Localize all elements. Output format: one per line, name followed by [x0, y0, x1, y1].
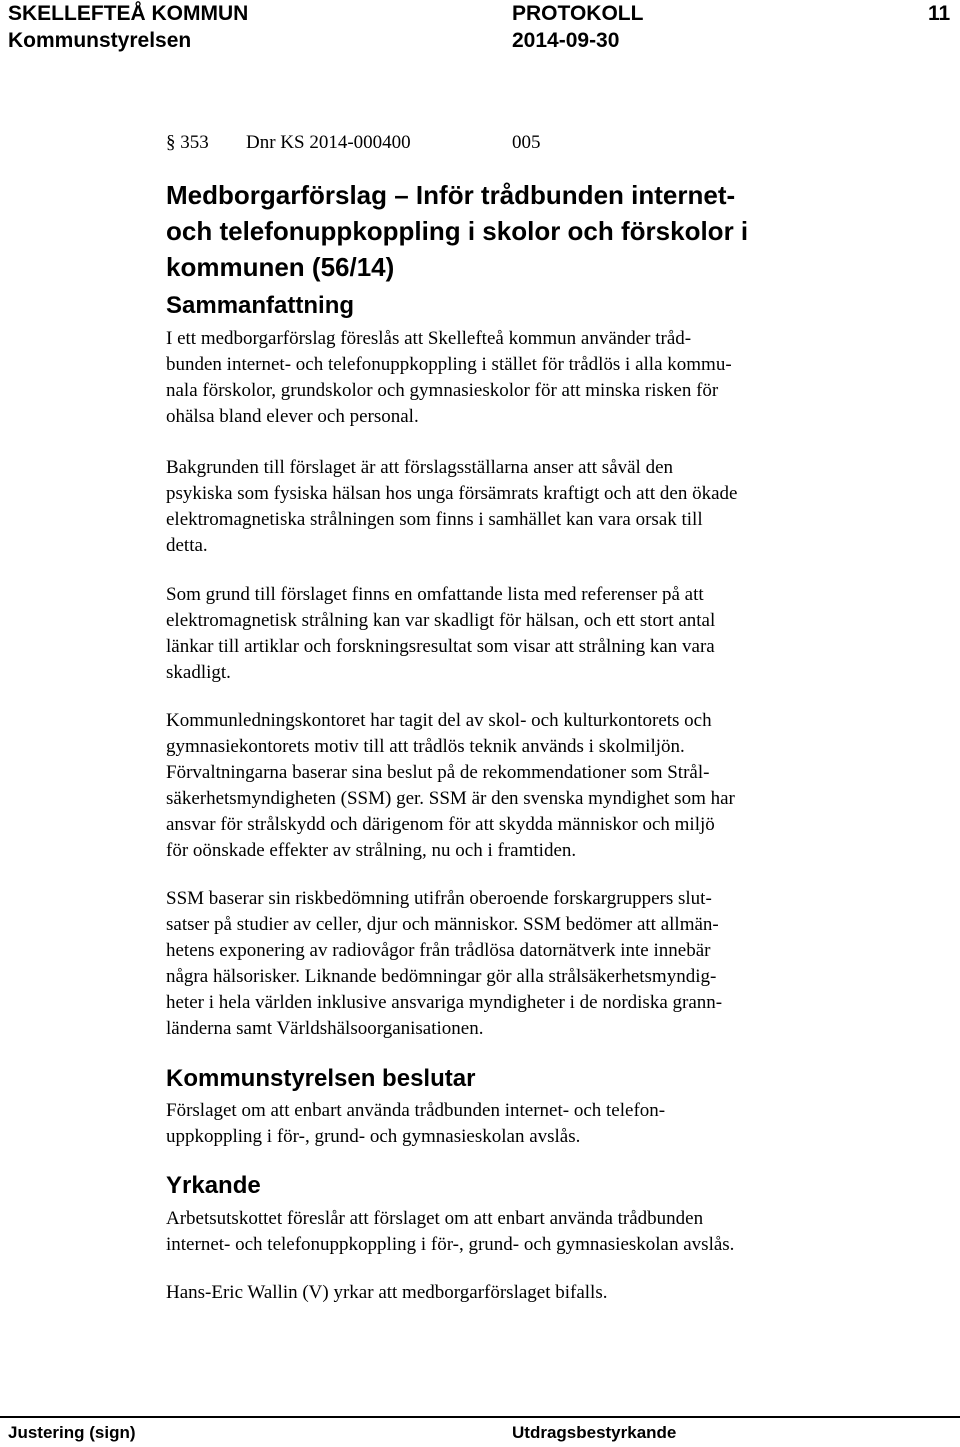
- summary-heading: Sammanfattning: [166, 292, 355, 319]
- text-line: skadligt.: [166, 662, 231, 683]
- page-number: 11: [928, 2, 951, 25]
- document-type: PROTOKOLL: [512, 2, 644, 25]
- text-line: elektromagnetisk strålning kan var skadligt för hälsan, och ett stort antal: [166, 610, 716, 631]
- text-line: bunden internet- och telefonuppkoppling i stället för trådlös i alla kommu-: [166, 354, 732, 375]
- text-line: Kommunledningskontoret har tagit del av skol- och kulturkontorets och: [166, 710, 712, 731]
- text-line: Arbetsutskottet föreslår att förslaget om att enbart använda trådbunden: [166, 1208, 704, 1229]
- title-line: och telefonuppkoppling i skolor och förskolor i: [166, 216, 749, 246]
- text-line: Hans-Eric Wallin (V) yrkar att medborgarförslaget bifalls.: [166, 1282, 608, 1303]
- text-line: detta.: [166, 535, 208, 556]
- text-line: gymnasiekontorets motiv till att trådlös teknik används i skolmiljön.: [166, 736, 685, 757]
- text-line: länderna samt Världshälsoorganisationen.: [166, 1018, 484, 1039]
- text-line: uppkoppling i för-, grund- och gymnasieskolan avslås.: [166, 1126, 581, 1147]
- title-line: Medborgarförslag – Inför trådbunden internet-: [166, 180, 736, 210]
- item-title: [166, 177, 886, 285]
- text-line: SSM baserar sin riskbedömning utifrån oberoende forskargruppers slut-: [166, 888, 712, 909]
- footer-divider: [0, 1416, 960, 1418]
- text-line: för oönskade effekter av strålning, nu och i framtiden.: [166, 840, 577, 861]
- text-line: I ett medborgarförslag föreslås att Skellefteå kommun använder tråd-: [166, 328, 692, 349]
- text-line: elektromagnetiska strålningen som finns i samhället kan vara orsak till: [166, 509, 703, 530]
- registration-number: Dnr KS 2014-000400: [246, 132, 411, 153]
- summary-paragraph-3: [166, 582, 886, 686]
- meeting-date: 2014-09-30: [512, 29, 620, 52]
- text-line: hetens exponering av radiovågor från trådlösa datornätverk inte innebär: [166, 940, 711, 961]
- text-line: länkar till artiklar och forskningsresultat som visar att strålning kan vara: [166, 636, 715, 657]
- decision-paragraph: [166, 1098, 886, 1150]
- text-line: satser på studier av celler, djur och människor. SSM bedömer att allmän-: [166, 914, 719, 935]
- summary-paragraph-1: [166, 326, 886, 430]
- text-line: ansvar för strålskydd och därigenom för att skydda människor och miljö: [166, 814, 715, 835]
- decision-heading: Kommunstyrelsen beslutar: [166, 1065, 476, 1092]
- title-line: kommunen (56/14): [166, 252, 395, 282]
- committee-name: Kommunstyrelsen: [8, 29, 192, 52]
- archive-code: 005: [512, 132, 541, 153]
- footer-extract-certified-label: Utdragsbestyrkande: [512, 1423, 677, 1442]
- text-line: psykiska som fysiska hälsan hos unga försämrats kraftigt och att den ökade: [166, 483, 738, 504]
- text-line: några hälsorisker. Liknande bedömningar gör alla strålsäkerhetsmyndig-: [166, 966, 717, 987]
- org-name: SKELLEFTEÅ KOMMUN: [8, 2, 249, 25]
- text-line: heter i hela världen inklusive ansvariga myndigheter i de nordiska grann-: [166, 992, 723, 1013]
- summary-paragraph-2: [166, 455, 886, 559]
- motions-paragraph-2: [166, 1280, 886, 1306]
- text-line: Förvaltningarna baserar sina beslut på de rekommendationer som Strål-: [166, 762, 710, 783]
- text-line: nala förskolor, grundskolor och gymnasieskolor för att minska risken för: [166, 380, 719, 401]
- text-line: Förslaget om att enbart använda trådbunden internet- och telefon-: [166, 1100, 666, 1121]
- text-line: säkerhetsmyndigheten (SSM) ger. SSM är den svenska myndighet som har: [166, 788, 735, 809]
- summary-paragraph-5: [166, 886, 886, 1042]
- text-line: Som grund till förslaget finns en omfattande lista med referenser på att: [166, 584, 704, 605]
- text-line: internet- och telefonuppkoppling i för-, grund- och gymnasieskolan avslås.: [166, 1234, 735, 1255]
- footer-signature-label: Justering (sign): [8, 1423, 136, 1442]
- summary-paragraph-4: [166, 708, 886, 864]
- motions-heading: Yrkande: [166, 1172, 261, 1199]
- motions-paragraph-1: [166, 1206, 886, 1258]
- text-line: Bakgrunden till förslaget är att förslagsställarna anser att såväl den: [166, 457, 674, 478]
- section-number: § 353: [166, 132, 209, 153]
- text-line: ohälsa bland elever och personal.: [166, 406, 419, 427]
